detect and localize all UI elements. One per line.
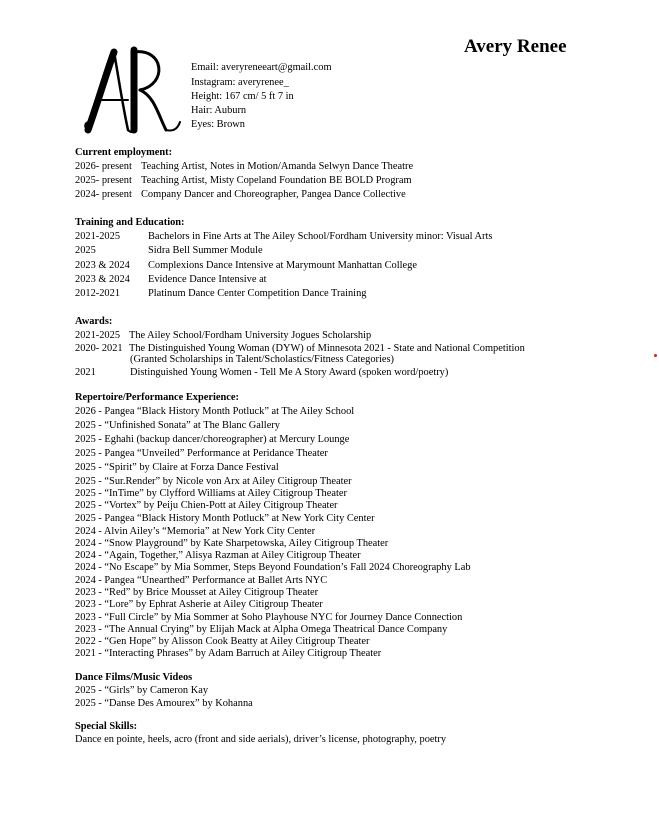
award-text: Distinguished Young Women - Tell Me A Story Award (spoken word/poetry) [130,367,449,378]
repertoire-item: 2024 - Pangea “Unearthed” Performance at Ballet Arts NYC [75,575,328,586]
award-text: The Distinguished Young Woman (DYW) of Minnesota 2021 - State and National Competition [129,343,525,354]
repertoire-item: 2023 - “Lore” by Ephrat Asherie at Ailey Citigroup Theater [75,599,323,610]
repertoire-item: 2023 - “The Annual Crying” by Elijah Mack at Alpha Omega Theatrical Dance Company [75,624,448,635]
award-date: 2021 [75,367,96,378]
repertoire-item: 2024 - “Snow Playground” by Kate Sharpetowska, Ailey Citigroup Theater [75,538,389,549]
repertoire-item: 2025 - “Vortex” by Peiju Chien-Pott at Ailey Citigroup Theater [75,500,338,511]
education-text: Sidra Bell Summer Module [148,245,263,256]
repertoire-heading: Repertoire/Performance Experience: [75,392,239,403]
employment-text: Teaching Artist, Misty Copeland Foundation BE BOLD Program [141,175,412,186]
repertoire-item: 2025 - “Sur.Render” by Nicole von Arx at Ailey Citigroup Theater [75,476,352,487]
repertoire-item: 2024 - Alvin Ailey’s “Memoria” at New York City Center [75,526,316,537]
education-text: Bachelors in Fine Arts at The Ailey School/Fordham University minor: Visual Arts [148,231,493,242]
employment-text: Company Dancer and Choreographer, Pangea Dance Collective [141,189,406,200]
repertoire-item: 2023 - “Red” by Brice Mousset at Ailey Citigroup Theater [75,587,319,598]
education-text: Complexions Dance Intensive at Marymount Manhattan College [148,260,417,271]
skills-text: Dance en pointe, heels, acro (front and side aerials), driver’s license, photography, poetry [75,734,447,745]
film-item: 2025 - “Danse Des Amourex” by Kohanna [75,698,253,709]
award-text: (Granted Scholarships in Talent/Scholastics/Fitness Categories) [130,354,394,365]
employment-date: 2026- present [75,161,132,172]
repertoire-item: 2026 - Pangea “Black History Month Potluck” at The Ailey School [75,406,355,417]
contact-eyes: Eyes: Brown [191,119,245,130]
resume-name: Avery Renee [464,36,567,57]
ar-monogram-logo [84,44,182,134]
education-date: 2012-2021 [75,288,121,299]
contact-height: Height: 167 cm/ 5 ft 7 in [191,91,294,102]
repertoire-item: 2021 - “Interacting Phrases” by Adam Barruch at Ailey Citigroup Theater [75,648,382,659]
education-date: 2023 & 2024 [75,260,130,271]
employment-date: 2025- present [75,175,132,186]
repertoire-item: 2025 - “InTime” by Clyfford Williams at Ailey Citigroup Theater [75,488,347,499]
repertoire-item: 2025 - Pangea “Black History Month Potluck” at New York City Center [75,513,375,524]
repertoire-item: 2025 - Eghahi (backup dancer/choreographer) at Mercury Lounge [75,434,350,445]
education-date: 2025 [75,245,96,256]
award-date: 2021-2025 [75,330,121,341]
education-date: 2021-2025 [75,231,121,242]
employment-date: 2024- present [75,189,132,200]
repertoire-item: 2025 - “Unfinished Sonata” at The Blanc Gallery [75,420,280,431]
employment-text: Teaching Artist, Notes in Motion/Amanda Selwyn Dance Theatre [141,161,414,172]
repertoire-item: 2025 - Pangea “Unveiled” Performance at Peridance Theater [75,448,328,459]
repertoire-item: 2024 - “Again, Together,” Alisya Razman at Ailey Citigroup Theater [75,550,361,561]
skills-heading: Special Skills: [75,721,138,732]
repertoire-item: 2024 - “No Escape” by Mia Sommer, Steps Beyond Foundation’s Fall 2024 Choreography Lab [75,562,471,573]
repertoire-item: 2022 - “Gen Hope” by Alisson Cook Beatty at Ailey Citigroup Theater [75,636,370,647]
education-date: 2023 & 2024 [75,274,130,285]
red-mark [654,354,657,357]
education-text: Platinum Dance Center Competition Dance Training [148,288,367,299]
education-text: Evidence Dance Intensive at [148,274,267,285]
education-heading: Training and Education: [75,217,185,228]
repertoire-item: 2023 - “Full Circle” by Mia Sommer at Soho Playhouse NYC for Journey Dance Connection [75,612,463,623]
award-text: The Ailey School/Fordham University Jogues Scholarship [129,330,372,341]
films-heading: Dance Films/Music Videos [75,672,193,683]
film-item: 2025 - “Girls” by Cameron Kay [75,685,209,696]
contact-instagram: Instagram: averyrenee_ [191,77,289,88]
contact-email: Email: averyreneeart@gmail.com [191,62,332,73]
contact-hair: Hair: Auburn [191,105,247,116]
repertoire-item: 2025 - “Spirit” by Claire at Forza Dance Festival [75,462,279,473]
award-date: 2020- 2021 [75,343,123,354]
employment-heading: Current employment: [75,147,173,158]
awards-heading: Awards: [75,316,113,327]
